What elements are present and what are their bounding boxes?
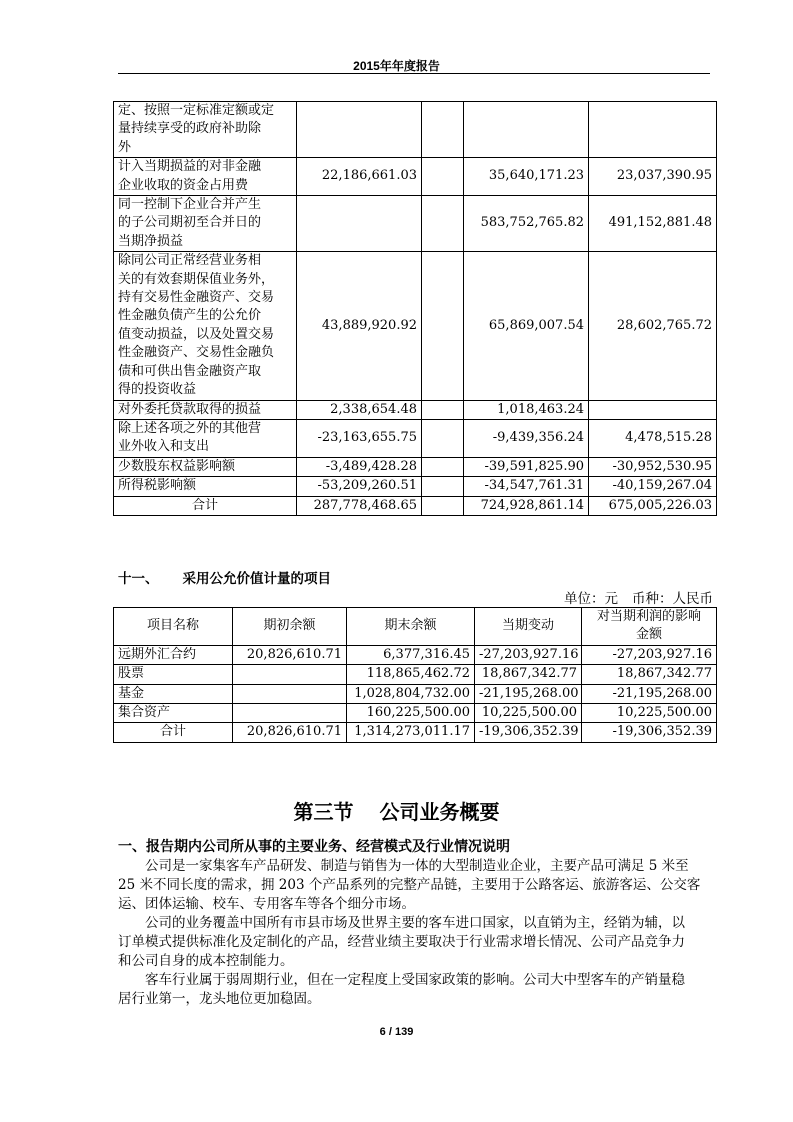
body-text — [118, 857, 710, 1009]
label-line: 外 — [118, 139, 132, 155]
item-name: 远期外汇合约 — [114, 645, 233, 664]
empty-cell — [422, 252, 464, 400]
label-line: 关的有效套期保值业务外， — [118, 271, 275, 287]
value-cell: 1,028,804,732.00 — [347, 684, 475, 703]
value-cell: 724,928,861.14 — [464, 496, 589, 515]
label-line: 计入当期损益的对非金融 — [118, 159, 262, 175]
value-cell: 583,752,765.82 — [464, 196, 589, 252]
value-cell: 118,865,462.72 — [347, 665, 475, 684]
table-row — [114, 252, 717, 400]
section-number: 十一、 — [118, 571, 159, 586]
value-cell — [233, 684, 347, 703]
value-cell: -19,306,352.39 — [582, 723, 717, 742]
label-line: 业外收入和支出 — [118, 439, 210, 455]
paragraph — [118, 914, 710, 971]
empty-cell — [422, 102, 464, 158]
label-line: 债和可供出售金融资产取 — [118, 363, 262, 379]
label-line: 的子公司期初至合并日的 — [118, 215, 262, 231]
value-cell: 4,478,515.28 — [589, 419, 717, 457]
row-label — [114, 457, 297, 476]
chapter-number: 第三节 — [293, 802, 354, 824]
row-label — [114, 158, 297, 196]
label-line: 得的投资收益 — [118, 382, 197, 398]
value-cell: -27,203,927.16 — [475, 645, 582, 664]
table-row — [114, 419, 717, 457]
header-line: 期末余额 — [384, 618, 437, 634]
value-cell: 20,826,610.71 — [233, 723, 347, 742]
value-cell: -9,439,356.24 — [464, 419, 589, 457]
value-cell: 160,225,500.00 — [347, 704, 475, 723]
label-line: 合计 — [191, 497, 218, 513]
item-name: 集合资产 — [114, 704, 233, 723]
value-cell — [589, 102, 717, 158]
table-row — [114, 400, 717, 419]
chapter-heading — [0, 796, 793, 825]
value-cell — [297, 196, 422, 252]
paragraph-line: 25 米不同长度的需求，拥 203 个产品系列的完整产品链，主要用于公路客运、旅游客运、公交客 — [118, 877, 701, 893]
label-line: 少数股东权益影响额 — [118, 458, 236, 474]
label-line: 对外委托贷款取得的损益 — [118, 401, 262, 417]
table-row — [114, 645, 717, 664]
paragraph-line: 和公司自身的成本控制能力。 — [118, 953, 294, 969]
row-label — [114, 496, 297, 515]
empty-cell — [422, 158, 464, 196]
value-cell: 6,377,316.45 — [347, 645, 475, 664]
header-line: 期初余额 — [263, 618, 316, 634]
item-name: 股票 — [114, 665, 233, 684]
value-cell: 1,018,463.24 — [464, 400, 589, 419]
table-row — [114, 158, 717, 196]
value-cell — [233, 665, 347, 684]
unit-note — [564, 587, 713, 607]
label-line: 持有交易性金融资产、交易 — [118, 290, 275, 306]
value-cell: 28,602,765.72 — [589, 252, 717, 400]
value-cell: 2,338,654.48 — [297, 400, 422, 419]
value-cell: -23,163,655.75 — [297, 419, 422, 457]
table-row — [114, 665, 717, 684]
value-cell: 1,314,273,011.17 — [347, 723, 475, 742]
value-cell: -30,952,530.95 — [589, 457, 717, 476]
paragraph — [118, 971, 710, 1009]
row-label — [114, 400, 297, 419]
label-line: 除同公司正常经营业务相 — [118, 253, 262, 269]
section-title: 采用公允价值计量的项目 — [182, 571, 331, 586]
row-label — [114, 252, 297, 400]
value-cell: 22,186,661.03 — [297, 158, 422, 196]
table-row — [114, 684, 717, 703]
value-cell: -19,306,352.39 — [475, 723, 582, 742]
value-cell — [589, 400, 717, 419]
value-cell: 287,778,468.65 — [297, 496, 422, 515]
empty-cell — [422, 419, 464, 457]
column-header — [347, 608, 475, 646]
table-row — [114, 477, 717, 496]
column-header — [233, 608, 347, 646]
row-label — [114, 102, 297, 158]
unit-label: 单位：元 — [564, 591, 618, 607]
value-cell: 43,889,920.92 — [297, 252, 422, 400]
label-line: 同一控制下企业合并产生 — [118, 197, 262, 213]
table-row — [114, 704, 717, 723]
paragraph-line: 公司的业务覆盖中国所有市县市场及世界主要的客车进口国家，以直销为主，经销为辅，以 — [145, 915, 685, 931]
label-line: 性金融负债产生的公允价 — [118, 308, 262, 324]
table-row — [114, 196, 717, 252]
table-row — [114, 102, 717, 158]
page-header-title: 2015年年度报告 — [353, 59, 440, 73]
label-line: 性金融资产、交易性金融负 — [118, 345, 275, 361]
value-cell — [297, 102, 422, 158]
label-line: 除上述各项之外的其他营 — [118, 420, 262, 436]
paragraph-line: 订单模式提供标准化及定制化的产品，经营业绩主要取决于行业需求增长情况、公司产品竞争力 — [118, 934, 685, 950]
header-divider — [118, 73, 710, 74]
row-label — [114, 477, 297, 496]
value-cell: -21,195,268.00 — [475, 684, 582, 703]
value-cell: 23,037,390.95 — [589, 158, 717, 196]
value-cell: 10,225,500.00 — [582, 704, 717, 723]
fair-value-items-table — [113, 607, 717, 743]
column-header — [475, 608, 582, 646]
header-line: 金额 — [635, 627, 662, 643]
value-cell — [233, 704, 347, 723]
value-cell — [464, 102, 589, 158]
label-line: 企业收取的资金占用费 — [118, 177, 249, 193]
header-line: 当期变动 — [501, 618, 554, 634]
value-cell: -39,591,825.90 — [464, 457, 589, 476]
paragraph-line: 居行业第一，龙头地位更加稳固。 — [118, 991, 321, 1007]
value-cell: -21,195,268.00 — [582, 684, 717, 703]
value-cell: -40,159,267.04 — [589, 477, 717, 496]
paragraph — [118, 857, 710, 914]
currency-label: 币种：人民币 — [632, 591, 713, 607]
value-cell: 18,867,342.77 — [582, 665, 717, 684]
label-line: 定、按照一定标准定额或定 — [118, 103, 275, 118]
value-cell: -3,489,428.28 — [297, 457, 422, 476]
value-cell: 10,225,500.00 — [475, 704, 582, 723]
header-row — [114, 608, 717, 646]
paragraph-line: 客车行业属于弱周期行业，但在一定程度上受国家政策的影响。公司大中型客车的产销量稳 — [145, 972, 685, 988]
paragraph-line: 公司是一家集客车产品研发、制造与销售为一体的大型制造业企业，主要产品可满足 5 米至 — [145, 858, 689, 874]
label-line: 值变动损益，以及处置交易 — [118, 326, 275, 342]
total-row — [114, 723, 717, 742]
value-cell: -34,547,761.31 — [464, 477, 589, 496]
value-cell: 35,640,171.23 — [464, 158, 589, 196]
section-heading — [118, 567, 331, 587]
label-line: 量持续享受的政府补助除 — [118, 121, 262, 137]
empty-cell — [422, 477, 464, 496]
non-recurring-gains-table — [113, 101, 717, 516]
column-header — [114, 608, 233, 646]
empty-cell — [422, 400, 464, 419]
label-line: 当期净损益 — [118, 233, 184, 249]
page-number: 6 / 139 — [379, 1026, 414, 1038]
subsection-heading: 一、报告期内公司所从事的主要业务、经营模式及行业情况说明 — [118, 838, 510, 854]
empty-cell — [422, 457, 464, 476]
chapter-title: 公司业务概要 — [379, 802, 500, 824]
row-label — [114, 419, 297, 457]
table-row — [114, 457, 717, 476]
item-name: 合计 — [114, 723, 233, 742]
value-cell: 491,152,881.48 — [589, 196, 717, 252]
value-cell: 20,826,610.71 — [233, 645, 347, 664]
value-cell: 18,867,342.77 — [475, 665, 582, 684]
value-cell: -53,209,260.51 — [297, 477, 422, 496]
label-line: 所得税影响额 — [118, 478, 197, 494]
empty-cell — [422, 496, 464, 515]
column-header — [582, 608, 717, 646]
value-cell: 65,869,007.54 — [464, 252, 589, 400]
total-row — [114, 496, 717, 515]
item-name: 基金 — [114, 684, 233, 703]
value-cell: -27,203,927.16 — [582, 645, 717, 664]
header-line: 对当期利润的影响 — [596, 609, 701, 624]
empty-cell — [422, 196, 464, 252]
row-label — [114, 196, 297, 252]
paragraph-line: 运、团体运输、校车、专用客车等各个细分市场。 — [118, 896, 415, 912]
value-cell: 675,005,226.03 — [589, 496, 717, 515]
header-line: 项目名称 — [146, 618, 199, 634]
